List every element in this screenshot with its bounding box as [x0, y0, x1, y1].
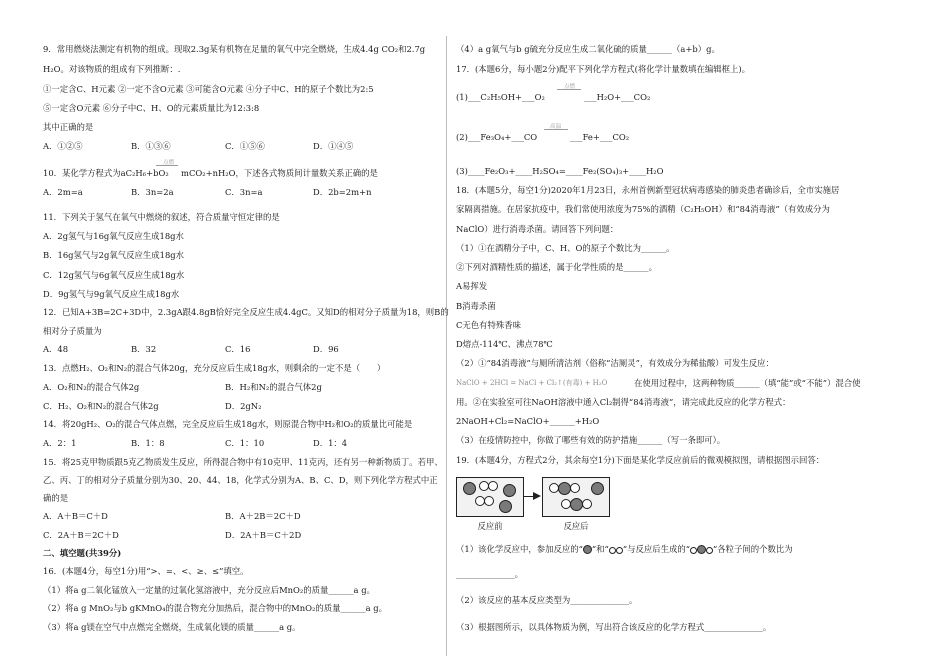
q14-option-a: A．2：1 — [43, 438, 77, 448]
q12-stem-line2: 相对分子质量为 — [43, 326, 102, 336]
q9-stem-line2: H₂O。对该物质的组成有下列推断：. — [43, 64, 181, 74]
q13-option-c: C．H₂、O₂和N₂的混合气体2g — [43, 401, 159, 411]
q18-stem-line3: NaClO）进行消毒杀菌。请回答下列问题： — [456, 224, 619, 234]
q12-option-b: B．32 — [131, 344, 157, 354]
q12-option-a: A．48 — [43, 344, 69, 354]
q18-stem-line2: 家隔离措施。在居家抗疫中，我们常使用浓度为75%的酒精（C₂H₅OH）和“84消毒液”（有效成分为 — [456, 204, 830, 214]
q15-stem-line1: 15．将25克甲物质跟5克乙物质发生反应，所得混合物中有10克甲、11克丙，还有另一种新物质丁。若甲、 — [43, 457, 443, 467]
q9-option-b: B．①③⑥ — [131, 141, 171, 151]
particle-gray-atom — [499, 500, 512, 513]
q17-eq2-right: ___Fe+___CO₂ — [570, 132, 630, 142]
q18-option-b: B消毒杀菌 — [456, 301, 496, 311]
q9-prompt: 其中正确的是 — [43, 122, 94, 132]
q11-option-b: B．16g氢气与2g氧气反应生成18g水 — [43, 250, 185, 260]
q16-part2: （2）将a g MnO₂与b gKMnO₄的混合物充分加热后，混合物中的MnO₂的质量______a g。 — [43, 603, 387, 613]
q9-statement-line1: ①一定含C、H元素 ②一定不含O元素 ③可能含O元素 ④分子中C、H的原子个数比为2:5 — [43, 84, 374, 94]
q12-stem-line1: 12．已知A+3B=2C+3D中，2.3gA跟4.8gB恰好完全反应生成4.4gC。又知D的相对分子质量为18，则B的 — [43, 307, 449, 317]
particle-gray-atom — [463, 482, 476, 495]
q18-part3: （3）在疫情防控中，你做了哪些有效的防护措施______（写一条即可）。 — [456, 435, 726, 445]
q9-stem-line1: 9．常用燃烧法测定有机物的组成。现取2.3g某有机物在足量的氧气中完全燃烧，生成4.4g CO₂和2.7g — [43, 44, 426, 54]
q17-eq1-arrow — [557, 89, 581, 90]
particle-white-atom — [488, 481, 498, 491]
q10-option-c: C．3n=a — [225, 187, 263, 197]
q19-part1-text-b: ”和“ — [591, 544, 609, 554]
particle-white-atom — [582, 499, 592, 509]
q19-part1-text-c: ”与反应后生成的“ — [622, 544, 691, 554]
q10-option-b: B．3n=2a — [131, 187, 174, 197]
gray-atom-icon — [697, 545, 706, 554]
q19-part1-blank: ______________。 — [456, 569, 523, 579]
q18-part2: （2）①“84消毒液”与厕所清洁剂（俗称“洁厕灵”，有效成分为稀盐酸）可发生反应： — [456, 358, 774, 368]
section-2-heading: 二、填空题(共39分) — [43, 548, 122, 558]
reaction-arrow-head — [533, 492, 541, 500]
q15-stem-line3: 确的是 — [43, 493, 69, 503]
q10-condition: 点燃 — [163, 160, 175, 166]
q9-option-a: A．①②⑤ — [43, 141, 83, 151]
q15-option-c: C．2A＋B＝2C＋D — [43, 530, 119, 540]
column-divider — [446, 36, 447, 656]
q14-option-d: D．1：4 — [313, 438, 348, 448]
q11-option-d: D．9g氢气与9g氧气反应生成18g水 — [43, 289, 180, 299]
q18-part2-question: 在使用过程中，这两种物质______（填“能”或“不能”）混合使 — [634, 378, 861, 388]
particle-white-atom — [484, 496, 494, 506]
q17-eq2-left: (2)___Fe₃O₄+___CO — [456, 132, 538, 142]
white-atom-icon — [690, 547, 697, 554]
white-atom-icon — [616, 547, 623, 554]
q14-option-c: C．1：10 — [225, 438, 265, 448]
q18-option-d: D熔点-114℃、沸点78℃ — [456, 339, 553, 349]
q17-eq3: (3)____Fe₂O₃+____H₂SO₄=____Fe₂(SO₄)₃+____H₂O — [456, 166, 664, 176]
gray-atom-icon — [583, 545, 592, 554]
q11-option-c: C．12g氢气与6g氧气反应生成18g水 — [43, 270, 185, 280]
q13-option-b: B．H₂和N₂的混合气体2g — [225, 382, 322, 392]
q10-option-a: A．2m=a — [43, 187, 83, 197]
reaction-diagram — [456, 477, 616, 533]
q17-eq1-right: ___H₂O+___CO₂ — [584, 92, 651, 102]
q15-option-a: A．A＋B＝C＋D — [43, 511, 108, 521]
q14-stem: 14．将20gH₂、O₂的混合气体点燃，完全反应后生成18g水，则原混合物中H₂和O₂的质量比可能是 — [43, 419, 413, 429]
q16-part4: （4）a g氧气与b g硫充分反应生成二氧化硫的质量______（a+b）g。 — [456, 44, 720, 54]
q18-stem-line1: 18．(本题5分，每空1分)2020年1月23日，永州首例新型冠状病毒感染的肺炎患者确诊后，全市实施居 — [456, 185, 840, 195]
q18-part1: （1）①在酒精分子中，C、H、O的原子个数比为______。 — [456, 243, 675, 253]
particle-gray-atom — [591, 482, 604, 495]
q19-part1-text-a: （1）该化学反应中，参加反应的“ — [456, 544, 583, 554]
after-label: 反应后 — [563, 521, 589, 531]
q9-option-c: C．①⑤⑥ — [225, 141, 265, 151]
q9-option-d: D．①④⑤ — [313, 141, 354, 151]
q12-option-d: D．96 — [313, 344, 339, 354]
q13-stem: 13．点燃H₂、O₂和N₂的混合气体20g，充分反应后生成18g水，则剩余的一定不是（ ） — [43, 363, 386, 373]
q19-part1-text-d: ”各粒子间的个数比为 — [713, 544, 793, 554]
q10-option-d: D．2b=2m+n — [313, 187, 372, 197]
q16-stem: 16．(本题4分，每空1分)用“>、=、<、≥、≤”填空。 — [43, 566, 249, 576]
q17-eq1-left: (1)___C₂H₅OH+___O₂ — [456, 92, 545, 102]
q11-stem: 11．下列关于氢气在氧气中燃烧的叙述，符合质量守恒定律的是 — [43, 212, 280, 222]
q12-option-c: C．16 — [225, 344, 251, 354]
q13-option-d: D．2gN₂ — [225, 401, 262, 411]
q18-part1-sub: ②下列对酒精性质的描述，属于化学性质的是______。 — [456, 262, 657, 272]
particle-gray-atom — [503, 484, 516, 497]
particle-white-atom — [570, 483, 580, 493]
q18-option-c: C无色有特殊香味 — [456, 320, 522, 330]
white-atom-icon — [706, 547, 713, 554]
q19-stem: 19．(本题4分，方程式2分，其余每空1分)下面是某化学反应前后的微观模拟图，请根据图示回答： — [456, 455, 825, 465]
q10-stem-a: 10．某化学方程式为aC₂H₆+bO₂ — [43, 168, 169, 178]
q18-part2-continued: 用。②在实验室可往NaOH溶液中通入Cl₂制得“84消毒液”，请完成此反应的化学方程式： — [456, 397, 791, 407]
q14-option-b: B．1：8 — [131, 438, 165, 448]
q16-part3: （3）将a g镁在空气中点燃完全燃烧，生成氧化镁的质量______a g。 — [43, 622, 301, 632]
q11-option-a: A．2g氢气与16g氧气反应生成18g水 — [43, 231, 184, 241]
q19-part1 — [456, 544, 793, 554]
after-reaction-box — [542, 477, 610, 531]
q15-option-b: B．A＋2B＝2C＋D — [225, 511, 301, 521]
q15-stem-line2: 乙、丙、丁的相对分子质量分别为30、20、44、18，化学式分别为A、B、C、D，则下列化学方程式中正 — [43, 475, 438, 485]
q18-option-a: A易挥发 — [456, 281, 488, 291]
q10-stem-b: mCO₂+nH₂O，下述各式物质间计量数关系正确的是 — [181, 168, 378, 178]
q13-option-a: A．O₂和N₂的混合气体2g — [43, 382, 140, 392]
before-label: 反应前 — [477, 521, 503, 531]
q10-condition-arrow — [156, 165, 178, 166]
q17-stem: 17．(本题6分，每小题2分)配平下列化学方程式(将化学计量数填在编辑框上)。 — [456, 64, 751, 74]
q18-reaction-equation: NaClO + 2HCl = NaCl + Cl₂↑(有毒) + H₂O — [456, 379, 608, 387]
before-reaction-box — [456, 477, 524, 531]
q17-eq2-condition: 高温 — [550, 124, 562, 130]
q17-eq1-condition: 点燃 — [564, 84, 576, 90]
q9-statement-line2: ⑤一定含O元素 ⑥分子中C、H、O的元素质量比为12:3:8 — [43, 103, 260, 113]
q17-eq2-arrow — [544, 129, 568, 130]
q18-naoh-equation: 2NaOH+Cl₂=NaClO+______+H₂O — [456, 416, 600, 426]
q16-part1: （1）将a g二氧化锰放入一定量的过氧化氢溶液中，充分反应后MnO₂的质量______a g。 — [43, 585, 375, 595]
white-atom-icon — [609, 547, 616, 554]
q19-part3: （3）根据图所示，以具体物质为例，写出符合该反应的化学方程式______________。 — [456, 622, 772, 632]
q19-part2: （2）该反应的基本反应类型为______________。 — [456, 595, 638, 605]
q15-option-d: D．2A＋B＝C＋2D — [225, 530, 302, 540]
